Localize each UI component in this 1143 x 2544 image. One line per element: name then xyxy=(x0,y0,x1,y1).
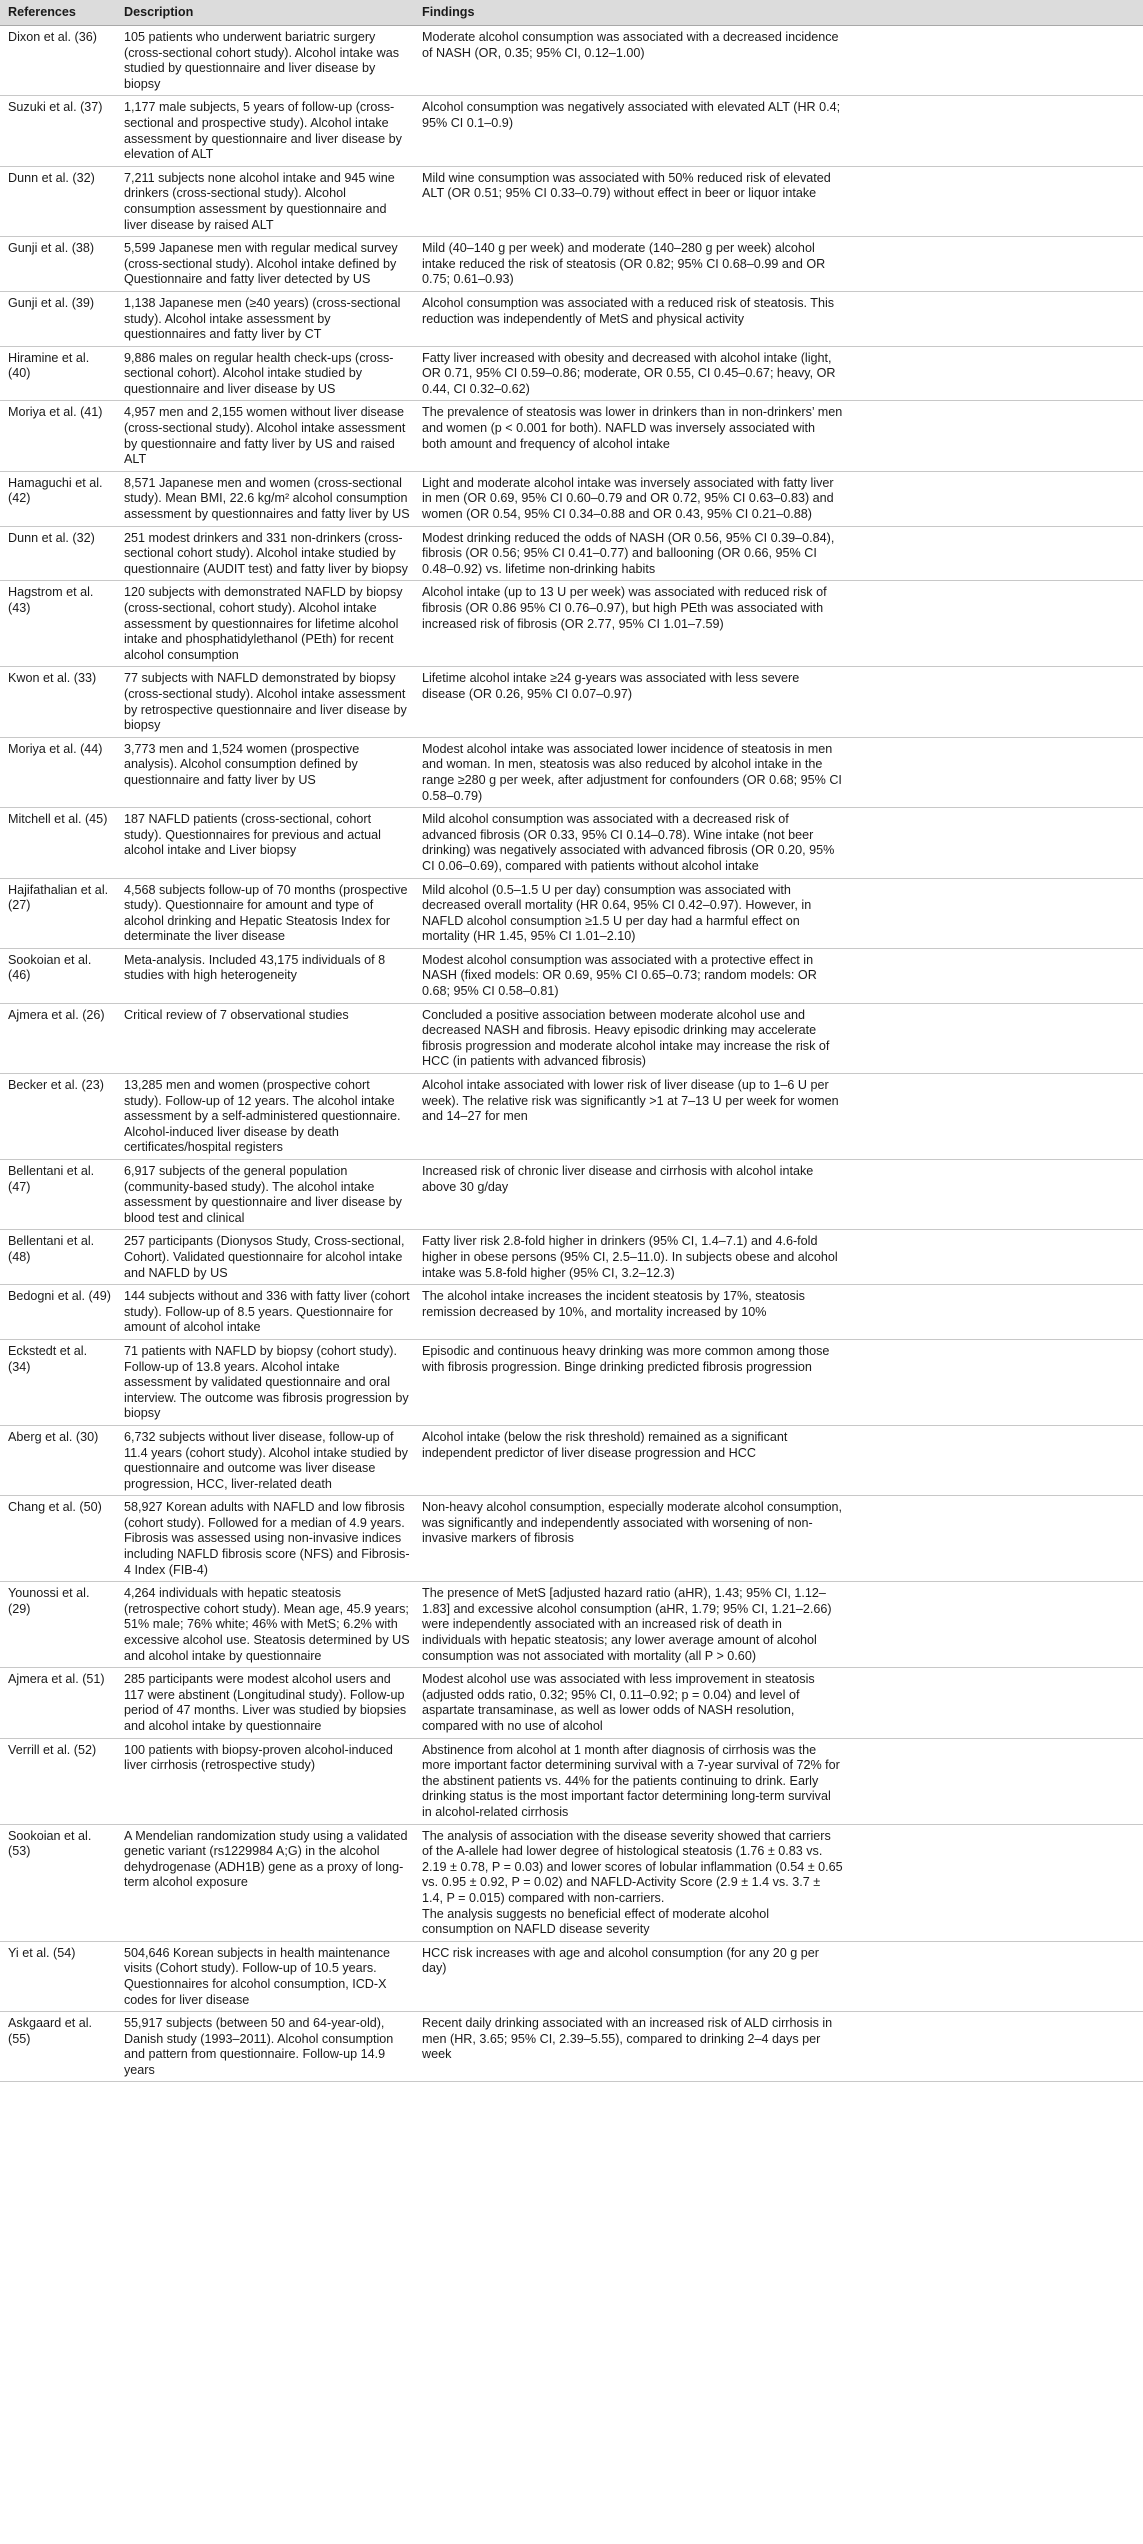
reference-cell xyxy=(0,1496,118,1582)
description-text: 8,571 Japanese men and women (cross-sectional study). Mean BMI, 22.6 kg/m² alcohol consumption assessment by questionnaires and fatty liver by US xyxy=(124,475,410,522)
reference-text: Mitchell et al. (45) xyxy=(8,812,108,827)
findings-cell xyxy=(416,581,1143,667)
table-row xyxy=(0,1582,1143,1668)
reference-text: Hajifathalian et al. (27) xyxy=(8,882,109,913)
description-text: 4,568 subjects follow-up of 70 months (prospective study). Questionnaire for amount and type of alcohol drinking and Hepatic Steatosis Index for determinate the liver disease xyxy=(124,882,408,944)
reference-cell xyxy=(0,1074,118,1160)
header-references: References xyxy=(0,0,118,26)
description-text: 58,927 Korean adults with NAFLD and low fibrosis (cohort study). Followed for a median of 4.9 years. Fibrosis was assessed using non-invasive indices including NAFLD fibrosis score (NFS) and Fibrosis-4 Index (FIB-4) xyxy=(124,1500,410,1577)
reference-cell xyxy=(0,291,118,346)
findings-cell xyxy=(416,471,1143,526)
findings-text: Alcohol consumption was associated with a reduced risk of steatosis. This reduction was independently of MetS and physical activity xyxy=(422,295,835,326)
reference-text: Bedogni et al. (49) xyxy=(8,1289,111,1304)
table-row xyxy=(0,808,1143,878)
findings-text: Alcohol intake (up to 13 U per week) was associated with reduced risk of fibrosis (OR 0.86 95% CI 0.76–0.97), but high PEth was associated with increased risk of fibrosis (OR 2.77, 95% CI 1.01–7.59) xyxy=(422,585,827,631)
findings-cell xyxy=(416,166,1143,236)
findings-cell xyxy=(416,1230,1143,1285)
reference-text: Eckstedt et al. (34) xyxy=(8,1343,88,1374)
reference-cell xyxy=(0,1941,118,2011)
table-row xyxy=(0,1003,1143,1073)
table-row xyxy=(0,291,1143,346)
description-text: Meta-analysis. Included 43,175 individuals of 8 studies with high heterogeneity xyxy=(124,952,386,983)
description-cell xyxy=(118,1160,416,1230)
findings-cell xyxy=(416,526,1143,581)
findings-text: Modest alcohol consumption was associated with a protective effect in NASH (fixed models: OR 0.69, 95% CI 0.65–0.73; random models: OR 0.68; 95% CI 0.58–0.81) xyxy=(422,952,817,999)
description-cell xyxy=(118,878,416,948)
reference-cell xyxy=(0,1230,118,1285)
description-cell xyxy=(118,1668,416,1738)
findings-text: Fatty liver increased with obesity and decreased with alcohol intake (light, OR 0.71, 95% CI 0.59–0.86; moderate, OR 0.55, CI 0.45–0.67; heavy, OR 0.44, CI 0.32–0.62) xyxy=(422,350,836,396)
table-header xyxy=(0,0,1143,26)
table-row xyxy=(0,878,1143,948)
findings-cell xyxy=(416,1074,1143,1160)
description-text: 504,646 Korean subjects in health maintenance visits (Cohort study). Follow-up of 10.5 years. Questionnaires for alcohol consumption, ICD-X codes for liver disease xyxy=(124,1945,391,2007)
reference-text: Dunn et al. (32) xyxy=(8,530,95,545)
reference-text: Kwon et al. (33) xyxy=(8,671,97,686)
table-row xyxy=(0,1285,1143,1340)
findings-text: Alcohol intake associated with lower risk of liver disease (up to 1–6 U per week). The relative risk was significantly >1 at 7–13 U per week for women and 14–27 for men xyxy=(422,1078,839,1124)
reference-text: Sookoian et al. (53) xyxy=(8,1828,92,1859)
reference-cell xyxy=(0,1824,118,1941)
table-body xyxy=(0,26,1143,2082)
findings-cell xyxy=(416,1160,1143,1230)
reference-text: Hiramine et al. (40) xyxy=(8,350,90,381)
description-text: 1,177 male subjects, 5 years of follow-up (cross-sectional and prospective study). Alcohol intake assessment by questionnaire and liver disease by elevation of ALT xyxy=(124,100,402,162)
findings-text: Concluded a positive association between moderate alcohol use and decreased NASH and fibrosis. Heavy episodic drinking may accelerate fibrosis progression and moderate alcohol intake may increase the risk of HCC (in patients with advanced fibrosis) xyxy=(422,1007,830,1069)
header-findings: Findings xyxy=(416,0,1143,26)
table-row xyxy=(0,1230,1143,1285)
table-row xyxy=(0,1668,1143,1738)
description-cell xyxy=(118,737,416,807)
description-cell xyxy=(118,166,416,236)
description-cell xyxy=(118,1425,416,1495)
reference-cell xyxy=(0,471,118,526)
table-row xyxy=(0,1425,1143,1495)
findings-text: The analysis of association with the disease severity showed that carriers of the A-allele had lower degree of histological steatosis (1.76 ± 0.83 vs. 2.19 ± 0.78, P = 0.03) and lower scores of lobular inflammation (0.54 ± 0.65 vs. 0.95 ± 0.92, P = 0.02) and NAFLD-Activity Score (2.9 ± 1.4 vs. 3.7 ± 1.4, P = 0.015) compared with non-carriers. xyxy=(422,1828,843,1905)
table-row xyxy=(0,1074,1143,1160)
reference-cell xyxy=(0,1160,118,1230)
reference-text: Moriya et al. (41) xyxy=(8,405,103,420)
description-text: 55,917 subjects (between 50 and 64-year-old), Danish study (1993–2011). Alcohol consumption and pattern from questionnaire. Follow-up 14.9 years xyxy=(124,2016,394,2077)
reference-text: Bellentani et al. (47) xyxy=(8,1164,95,1194)
findings-cell xyxy=(416,1285,1143,1340)
reference-text: Bellentani et al. (48) xyxy=(8,1234,95,1264)
findings-text: Abstinence from alcohol at 1 month after diagnosis of cirrhosis was the more important factor determining survival with a 7-year survival of 72% for the abstinent patients vs. 44% for the patients continuing to drink. Early drinking status is the most important factor determining long-term survival in alcohol-related cirrhosis xyxy=(422,1742,840,1819)
description-cell xyxy=(118,808,416,878)
findings-cell xyxy=(416,291,1143,346)
findings-text: Fatty liver risk 2.8-fold higher in drinkers (95% CI, 1.4–7.1) and 4.6-fold higher in obese persons (95% CI, 2.5–11.0). In subjects obese and alcohol intake was 5.8-fold higher (95% CI, 3.2–12.3) xyxy=(422,1234,838,1280)
findings-cell xyxy=(416,346,1143,401)
reference-cell xyxy=(0,1339,118,1425)
reference-cell xyxy=(0,166,118,236)
reference-text: Dunn et al. (32) xyxy=(8,170,95,185)
findings-cell xyxy=(416,1425,1143,1495)
findings-text: The alcohol intake increases the incident steatosis by 17%, steatosis remission decreased by 10%, and mortality increased by 10% xyxy=(422,1289,805,1319)
description-cell xyxy=(118,1496,416,1582)
reference-cell xyxy=(0,96,118,166)
findings-text: Mild alcohol consumption was associated with a decreased risk of advanced fibrosis (OR 0.33, 95% CI 0.14–0.78). Wine intake (not beer drinking) was negatively associated with advanced fibrosis (OR 0.20, 95% CI 0.06–0.69), compared with patients without alcohol intake xyxy=(422,812,835,873)
reference-cell xyxy=(0,878,118,948)
table-row xyxy=(0,948,1143,1003)
description-cell xyxy=(118,1824,416,1941)
findings-cell xyxy=(416,1668,1143,1738)
description-cell xyxy=(118,1582,416,1668)
description-text: 9,886 males on regular health check-ups (cross-sectional cohort). Alcohol intake studied by questionnaire and liver disease by US xyxy=(124,350,394,396)
findings-text: Alcohol consumption was negatively associated with elevated ALT (HR 0.4; 95% CI 0.1–0.9) xyxy=(422,100,841,130)
reference-cell xyxy=(0,1668,118,1738)
reference-cell xyxy=(0,1003,118,1073)
reference-cell xyxy=(0,948,118,1003)
table-row xyxy=(0,2012,1143,2082)
table-row xyxy=(0,166,1143,236)
description-cell xyxy=(118,1003,416,1073)
description-text: 1,138 Japanese men (≥40 years) (cross-sectional study). Alcohol intake assessment by questionnaires and fatty liver by CT xyxy=(124,295,401,342)
findings-text: The presence of MetS [adjusted hazard ratio (aHR), 1.43; 95% CI, 1.12–1.83] and excessive alcohol consumption (aHR, 1.79; 95% CI, 1.21–2.66) were independently associated with an increased risk of death in individuals with hepatic steatosis; any lower average amount of alcohol consumption was not associated with mortality (all P > 0.60) xyxy=(422,1586,832,1663)
description-text: 100 patients with biopsy-proven alcohol-induced liver cirrhosis (retrospective study) xyxy=(124,1742,393,1773)
table-row xyxy=(0,26,1143,96)
findings-cell xyxy=(416,1738,1143,1824)
reference-text: Askgaard et al. (55) xyxy=(8,2016,93,2046)
description-cell xyxy=(118,471,416,526)
reference-cell xyxy=(0,1425,118,1495)
table-row xyxy=(0,1496,1143,1582)
description-text: 5,599 Japanese men with regular medical survey (cross-sectional study). Alcohol intake defined by Questionnaire and fatty liver detected by US xyxy=(124,241,398,287)
findings-cell xyxy=(416,808,1143,878)
reference-text: Gunji et al. (39) xyxy=(8,295,95,310)
description-cell xyxy=(118,346,416,401)
reference-text: Chang et al. (50) xyxy=(8,1500,102,1515)
reference-cell xyxy=(0,346,118,401)
table-row xyxy=(0,1339,1143,1425)
table-row xyxy=(0,1824,1143,1941)
description-cell xyxy=(118,581,416,667)
findings-text: Modest alcohol intake was associated lower incidence of steatosis in men and woman. In men, steatosis was also reduced by alcohol intake in the range ≥280 g per week, after adjustment for confounders (OR 0.68; 95% CI 0.58–0.79) xyxy=(422,741,842,803)
reference-cell xyxy=(0,737,118,807)
reference-cell xyxy=(0,26,118,96)
findings-text: Mild (40–140 g per week) and moderate (140–280 g per week) alcohol intake reduced the risk of steatosis (OR 0.82; 95% CI 0.68–0.99 and OR 0.75; 0.61–0.93) xyxy=(422,241,826,287)
description-cell xyxy=(118,1339,416,1425)
findings-text: Mild alcohol (0.5–1.5 U per day) consumption was associated with decreased overall mortality (HR 0.64, 95% CI 0.42–0.97). However, in NAFLD alcohol consumption ≥1.5 U per day had a harmful effect on mortality (HR 1.45, 95% CI 1.01–2.10) xyxy=(422,882,812,944)
reference-text: Aberg et al. (30) xyxy=(8,1429,99,1444)
reference-text: Yi et al. (54) xyxy=(8,1945,76,1960)
table-row xyxy=(0,401,1143,471)
description-text: 144 subjects without and 336 with fatty liver (cohort study). Follow-up of 8.5 years. Questionnaire for amount of alcohol intake xyxy=(124,1289,410,1335)
description-cell xyxy=(118,2012,416,2082)
findings-cell xyxy=(416,737,1143,807)
description-text: 7,211 subjects none alcohol intake and 945 wine drinkers (cross-sectional study). Alcohol consumption assessment by questionnaire and liver disease by raised ALT xyxy=(124,170,395,232)
table-row xyxy=(0,581,1143,667)
findings-text: Moderate alcohol consumption was associated with a decreased incidence of NASH (OR, 0.35; 95% CI, 0.12–1.00) xyxy=(422,30,839,60)
description-text: 3,773 men and 1,524 women (prospective analysis). Alcohol consumption defined by questionnaire and fatty liver by US xyxy=(124,741,360,787)
reference-text: Dixon et al. (36) xyxy=(8,30,97,44)
reference-cell xyxy=(0,526,118,581)
description-text: 285 participants were modest alcohol users and 117 were abstinent (Longitudinal study). Follow-up period of 47 months. Liver was studied by biopsies and alcohol intake by questionnaire xyxy=(124,1672,407,1733)
description-text: 6,917 subjects of the general population (community-based study). The alcohol intake assessment by questionnaire and liver disease by blood test and clinical xyxy=(124,1164,402,1225)
table-row xyxy=(0,346,1143,401)
findings-text: Increased risk of chronic liver disease and cirrhosis with alcohol intake above 30 g/day xyxy=(422,1164,814,1194)
description-text: 257 participants (Dionysos Study, Cross-sectional, Cohort). Validated questionnaire for alcohol intake and NAFLD by US xyxy=(124,1234,405,1280)
description-cell xyxy=(118,1941,416,2011)
findings-text-secondary: The analysis suggests no beneficial effect of moderate alcohol consumption on NAFLD disease severity xyxy=(422,1906,770,1937)
description-cell xyxy=(118,96,416,166)
header-row xyxy=(0,0,1143,26)
description-text: 4,957 men and 2,155 women without liver disease (cross-sectional study). Alcohol intake assessment by questionnaire and fatty liver by US and raised ALT xyxy=(124,405,406,467)
findings-text: Alcohol intake (below the risk threshold) remained as a significant independent predictor of liver disease progression and HCC xyxy=(422,1429,788,1460)
table-row xyxy=(0,737,1143,807)
description-cell xyxy=(118,1074,416,1160)
findings-cell xyxy=(416,1003,1143,1073)
header-description: Description xyxy=(118,0,416,26)
description-text: 187 NAFLD patients (cross-sectional, cohort study). Questionnaires for previous and actual alcohol intake and Liver biopsy xyxy=(124,812,381,858)
reference-text: Suzuki et al. (37) xyxy=(8,100,103,115)
findings-text: Modest drinking reduced the odds of NASH (OR 0.56, 95% CI 0.39–0.84), fibrosis (OR 0.56; 95% CI 0.41–0.77) and ballooning (OR 0.66, 95% CI 0.48–0.92) vs. lifetime non-drinking habits xyxy=(422,530,835,576)
description-text: 13,285 men and women (prospective cohort study). Follow-up of 12 years. The alcohol intake assessment by a self-administered questionnaire. Alcohol-induced liver disease by death certificates/hospital registers xyxy=(124,1078,401,1155)
reference-cell xyxy=(0,667,118,737)
description-text: 4,264 individuals with hepatic steatosis (retrospective cohort study). Mean age, 45.9 years; 51% male; 76% white; 46% with MetS; 6.2% with excessive alcohol use. Steatosis determined by US and alcohol intake by questionnaire xyxy=(124,1586,410,1663)
description-text: 120 subjects with demonstrated NAFLD by biopsy (cross-sectional, cohort study). Alcohol intake assessment by questionnaires for lifetime alcohol intake and phosphatidylethanol (PEth) for recent alcohol consumption xyxy=(124,585,403,662)
findings-text: Light and moderate alcohol intake was inversely associated with fatty liver in men (OR 0.69, 95% CI 0.60–0.79 and OR 0.72, 95% CI 0.63–0.83) and women (OR 0.54, 95% CI 0.34–0.88 and OR 0.43, 95% CI 0.21–0.88) xyxy=(422,475,834,522)
findings-text: Recent daily drinking associated with an increased risk of ALD cirrhosis in men (HR, 3.65; 95% CI, 2.39–5.55), compared to drinking 2–4 days per week xyxy=(422,2016,833,2062)
table-row xyxy=(0,96,1143,166)
reference-text: Becker et al. (23) xyxy=(8,1078,104,1093)
description-cell xyxy=(118,1738,416,1824)
table-row xyxy=(0,471,1143,526)
findings-text: Modest alcohol use was associated with less improvement in steatosis (adjusted odds ratio, 0.32; 95% CI, 0.11–0.92; p = 0.04) and level of aspartate transaminase, as well as lower odds of NASH resolution, compared with no use of alcohol xyxy=(422,1672,815,1733)
findings-cell xyxy=(416,1339,1143,1425)
description-text: 6,732 subjects without liver disease, follow-up of 11.4 years (cohort study). Alcohol intake studied by questionnaire and outcome was liver disease progression, HCC, liver-related death xyxy=(124,1429,408,1491)
description-cell xyxy=(118,1285,416,1340)
findings-cell xyxy=(416,2012,1143,2082)
reference-cell xyxy=(0,1285,118,1340)
findings-cell xyxy=(416,1824,1143,1941)
reference-text: Moriya et al. (44) xyxy=(8,741,103,756)
findings-text: HCC risk increases with age and alcohol consumption (for any 20 g per day) xyxy=(422,1945,819,1976)
description-cell xyxy=(118,291,416,346)
description-cell xyxy=(118,948,416,1003)
reference-cell xyxy=(0,2012,118,2082)
reference-cell xyxy=(0,401,118,471)
findings-text: Non-heavy alcohol consumption, especially moderate alcohol consumption, was significantly and independently associated with worsening of non-invasive markers of fibrosis xyxy=(422,1500,843,1546)
findings-cell xyxy=(416,1941,1143,2011)
reference-cell xyxy=(0,1582,118,1668)
table-row xyxy=(0,1941,1143,2011)
description-cell xyxy=(118,401,416,471)
findings-cell xyxy=(416,401,1143,471)
findings-text: Mild wine consumption was associated with 50% reduced risk of elevated ALT (OR 0.51; 95% CI 0.33–0.79) without effect in beer or liquor intake xyxy=(422,170,831,201)
findings-cell xyxy=(416,96,1143,166)
description-text: 71 patients with NAFLD by biopsy (cohort study). Follow-up of 13.8 years. Alcohol intake assessment by validated questionnaire and oral interview. The outcome was fibrosis progression by biopsy xyxy=(124,1343,409,1421)
findings-cell xyxy=(416,878,1143,948)
findings-cell xyxy=(416,667,1143,737)
reference-text: Ajmera et al. (26) xyxy=(8,1007,105,1022)
table-row xyxy=(0,1738,1143,1824)
reference-text: Gunji et al. (38) xyxy=(8,241,95,256)
reference-text: Ajmera et al. (51) xyxy=(8,1672,105,1687)
reference-text: Sookoian et al. (46) xyxy=(8,952,92,983)
description-cell xyxy=(118,526,416,581)
findings-text: The prevalence of steatosis was lower in drinkers than in non-drinkers’ men and women (p < 0.001 for both). NAFLD was inversely associated with both amount and frequency of alcohol intake xyxy=(422,405,843,451)
findings-text: Lifetime alcohol intake ≥24 g-years was associated with less severe disease (OR 0.26, 95% CI 0.07–0.97) xyxy=(422,671,800,701)
reference-text: Hagstrom et al. (43) xyxy=(8,585,94,615)
description-cell xyxy=(118,667,416,737)
description-cell xyxy=(118,237,416,292)
description-text: A Mendelian randomization study using a validated genetic variant (rs1229984 A;G) in the alcohol dehydrogenase (ADH1B) gene as a proxy of long-term alcohol exposure xyxy=(124,1828,408,1890)
table-row xyxy=(0,526,1143,581)
reference-cell xyxy=(0,808,118,878)
table-row xyxy=(0,667,1143,737)
reference-text: Verrill et al. (52) xyxy=(8,1742,97,1757)
findings-text: Episodic and continuous heavy drinking was more common among those with fibrosis progression. Binge drinking predicted fibrosis progression xyxy=(422,1343,830,1374)
reference-text: Younossi et al. (29) xyxy=(8,1586,90,1616)
reference-text: Hamaguchi et al. (42) xyxy=(8,475,103,506)
table-row xyxy=(0,237,1143,292)
description-text: 77 subjects with NAFLD demonstrated by biopsy (cross-sectional study). Alcohol intake assessment by retrospective questionnaire and liver disease by biopsy xyxy=(124,671,407,733)
findings-cell xyxy=(416,1582,1143,1668)
description-cell xyxy=(118,1230,416,1285)
reference-cell xyxy=(0,581,118,667)
reference-cell xyxy=(0,237,118,292)
reference-cell xyxy=(0,1738,118,1824)
table-row xyxy=(0,1160,1143,1230)
description-cell xyxy=(118,26,416,96)
description-text: Critical review of 7 observational studies xyxy=(124,1007,349,1022)
findings-cell xyxy=(416,948,1143,1003)
description-text: 105 patients who underwent bariatric surgery (cross-sectional cohort study). Alcohol intake was studied by questionnaire and liver disease by biopsy xyxy=(124,30,400,91)
description-text: 251 modest drinkers and 331 non-drinkers (cross-sectional cohort study). Alcohol intake studied by questionnaire (AUDIT test) and fatty liver by biopsy xyxy=(124,530,408,576)
findings-cell xyxy=(416,237,1143,292)
findings-cell xyxy=(416,26,1143,96)
findings-cell xyxy=(416,1496,1143,1582)
